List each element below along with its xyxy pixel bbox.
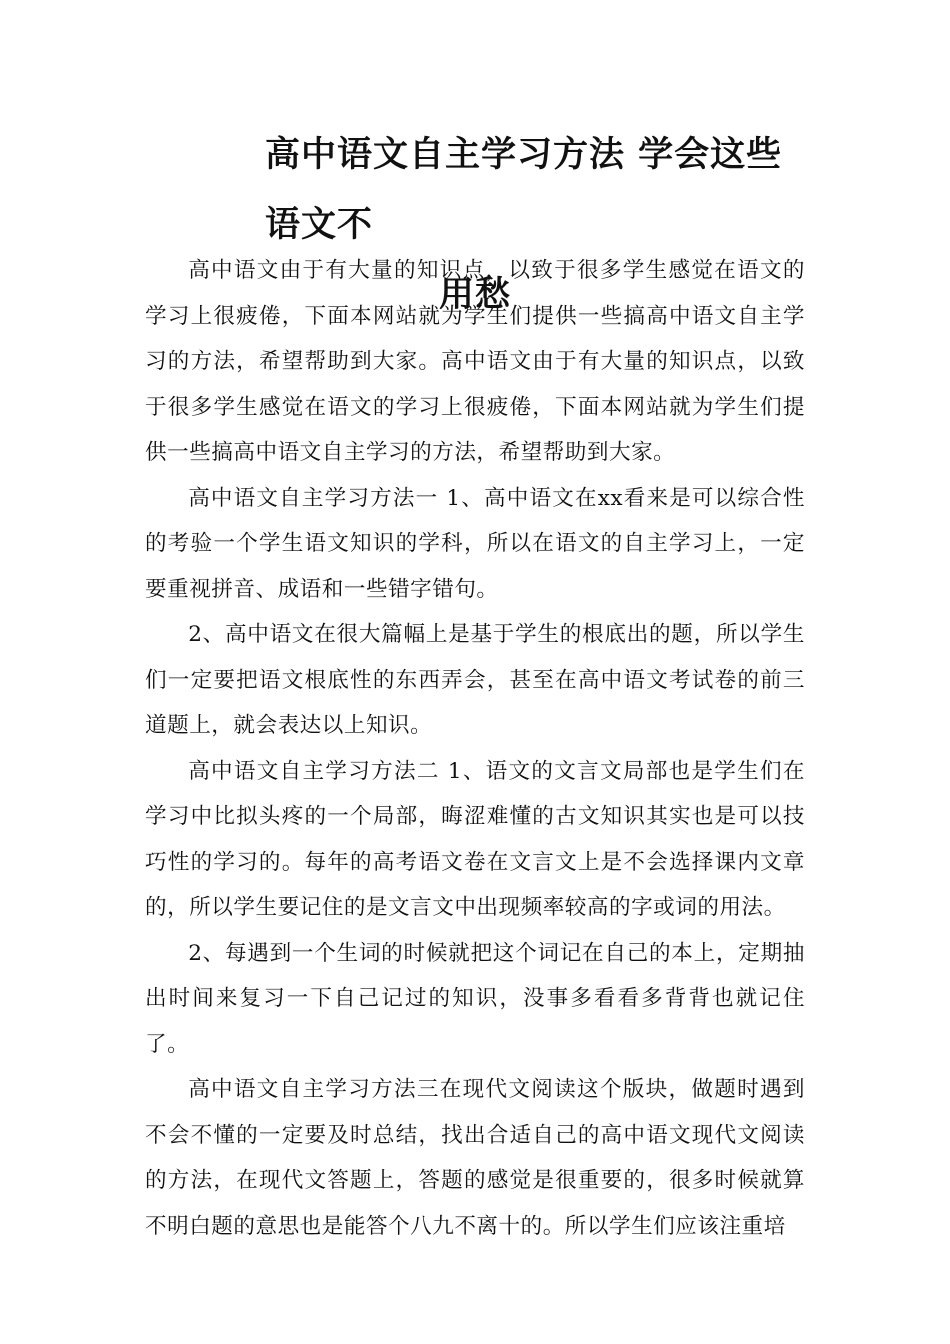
paragraph: 高中语文自主学习方法三在现代文阅读这个版块，做题时遇到不会不懂的一定要及时总结，找出合适自己的高中语文现代文阅读的方法，在现代文答题上，答题的感觉是很重要的，很多时候就算不明白题的意思也是能答个八九不离十的。所以学生们应该注重培 (145, 1077, 805, 1239)
title-line-2: 用愁 (438, 275, 511, 315)
paragraph: 2、高中语文在很大篇幅上是基于学生的根底出的题，所以学生们一定要把语文根底性的东西弄会，甚至在高中语文考试卷的前三道题上，就会表达以上知识。 (145, 622, 805, 738)
paragraph: 高中语文由于有大量的知识点，以致于很多学生感觉在语文的学习上很疲倦，下面本网站就为学生们提供一些搞高中语文自主学习的方法，希望帮助到大家。高中语文由于有大量的知识点，以致于很多学生感觉在语文的学习上很疲倦，下面本网站就为学生们提供一些搞高中语文自主学习的方法，希望帮助到大家。 (145, 258, 805, 465)
paragraph: 2、每遇到一个生词的时候就把这个词记在自己的本上，定期抽出时间来复习一下自己记过的知识，没事多看看多背背也就记住了。 (145, 940, 805, 1057)
title-line-1: 高中语文自主学习方法 学会这些语文不 (265, 135, 783, 245)
paragraph: 高中语文自主学习方法一 1、高中语文在xx看来是可以综合性的考验一个学生语文知识的学科，所以在语文的自主学习上，一定要重视拼音、成语和一些错字错句。 (145, 485, 805, 602)
document-body (145, 248, 805, 1249)
paragraph: 高中语文自主学习方法二 1、语文的文言文局部也是学生们在学习中比拟头疼的一个局部，晦涩难懂的古文知识其实也是可以技巧性的学习的。每年的高考语文卷在文言文上是不会选择课内文章的，所以学生要记住的是文言文中出现频率较高的字或词的用法。 (145, 758, 805, 920)
